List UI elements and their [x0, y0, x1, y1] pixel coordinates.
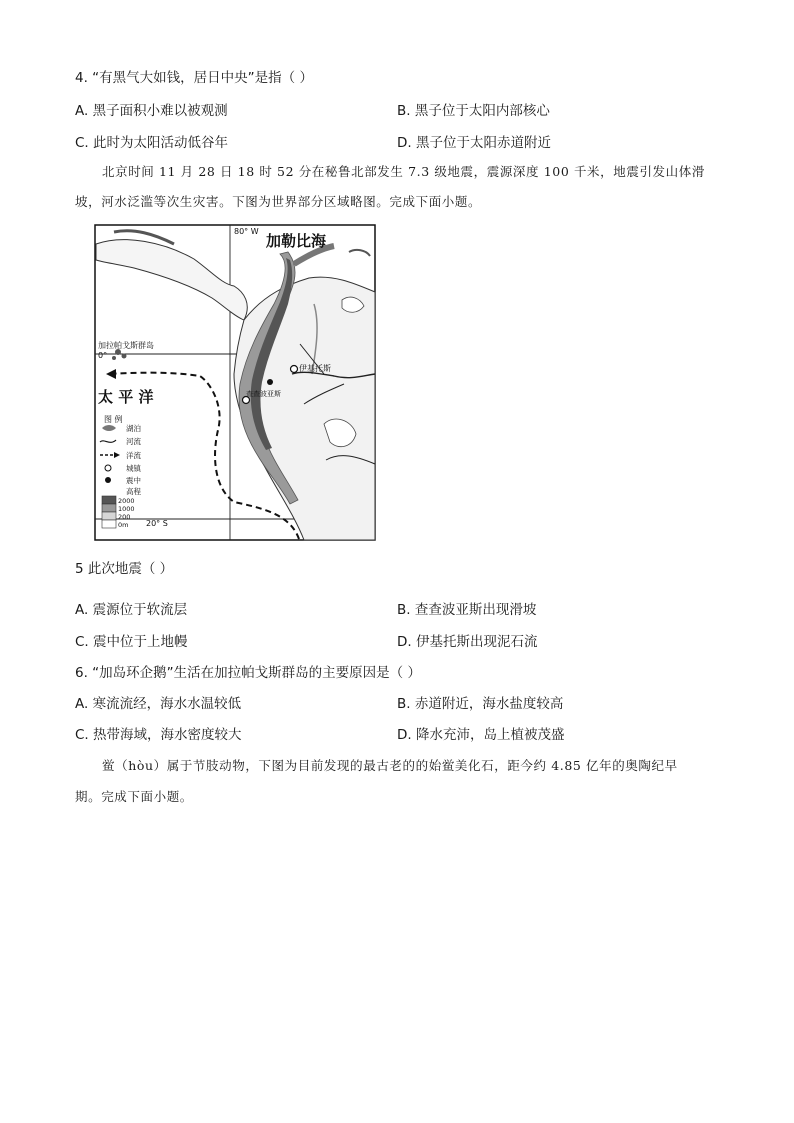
- lat0-label: 0°: [98, 351, 108, 360]
- legend-epicenter-text: 震中: [126, 476, 141, 485]
- q6-option-a: A. 寒流流经，海水水温较低: [75, 696, 242, 712]
- legend-e0: 0m: [118, 521, 129, 529]
- galapagos-label: 加拉帕戈斯群岛: [98, 341, 154, 350]
- caribbean-label: 加勒比海: [266, 232, 327, 250]
- legend-e200: 200: [118, 513, 131, 521]
- q4-option-b: B. 黑子位于太阳内部核心: [397, 103, 550, 119]
- q4-stem: 4. “有黑气大如钱，居日中央”是指（ ）: [75, 70, 313, 86]
- q5-option-d: D. 伊基托斯出现泥石流: [397, 634, 538, 650]
- q4-option-c: C. 此时为太阳活动低谷年: [75, 135, 229, 151]
- intro2-line2: 期。完成下面小题。: [75, 789, 193, 804]
- legend-elev-1000: [102, 504, 116, 512]
- q4-option-d: D. 黑子位于太阳赤道附近: [397, 135, 551, 151]
- legend-e2000: 2000: [118, 497, 135, 505]
- legend-elev-2000: [102, 496, 116, 504]
- legend-epicenter-symbol: [105, 477, 111, 483]
- q6-option-b: B. 赤道附近，海水盐度较高: [397, 696, 564, 712]
- legend-elevation-text: 高程: [126, 487, 141, 496]
- iquitos-city-marker: [291, 366, 298, 373]
- legend-elev-0: [102, 520, 116, 528]
- epicenter-marker: [267, 379, 273, 385]
- legend-current-text: 洋流: [126, 451, 141, 460]
- q5-option-a: A. 震源位于软流层: [75, 602, 188, 618]
- legend-elev-200: [102, 512, 116, 520]
- legend-river-text: 河流: [126, 437, 141, 446]
- iquitos-label: 伊基托斯: [299, 364, 331, 373]
- q6-stem: 6. “加岛环企鹅”生活在加拉帕戈斯群岛的主要原因是（ ）: [75, 665, 421, 681]
- legend-lake-text: 湖泊: [126, 424, 141, 433]
- lat20-label: 20° S: [146, 519, 168, 528]
- q5-stem: 5 此次地震（ ）: [75, 561, 174, 577]
- q4-option-a: A. 黑子面积小难以被观测: [75, 103, 228, 119]
- chachapoyas-label: 查查波亚斯: [246, 390, 281, 398]
- q6-option-c: C. 热带海域，海水密度较大: [75, 727, 242, 743]
- galapagos-island-3: [112, 356, 116, 360]
- legend-title: 图 例: [104, 415, 123, 424]
- pacific-label: 太 平 洋: [98, 388, 154, 406]
- intro2-line1: 鲎（hòu）属于节肢动物，下图为目前发现的最古老的的始鲎美化石，距今约 4.85 亿年的奥陶纪早: [102, 758, 678, 773]
- legend-city-symbol: [105, 465, 111, 471]
- q5-option-b: B. 查查波亚斯出现滑坡: [397, 602, 537, 618]
- legend-city-text: 城镇: [126, 464, 141, 473]
- intro1-line2: 坡，河水泛滥等次生灾害。下图为世界部分区域略图。完成下面小题。: [75, 194, 482, 209]
- legend-e1000: 1000: [118, 505, 135, 513]
- lon-label: 80° W: [234, 227, 259, 236]
- region-map: [94, 224, 376, 541]
- galapagos-island-2: [122, 354, 127, 359]
- q5-option-c: C. 震中位于上地幔: [75, 634, 188, 650]
- q6-option-d: D. 降水充沛，岛上植被茂盛: [397, 727, 565, 743]
- intro1-line1: 北京时间 11 月 28 日 18 时 52 分在秘鲁北部发生 7.3 级地震，震源深度 100 千米，地震引发山体滑: [102, 164, 705, 179]
